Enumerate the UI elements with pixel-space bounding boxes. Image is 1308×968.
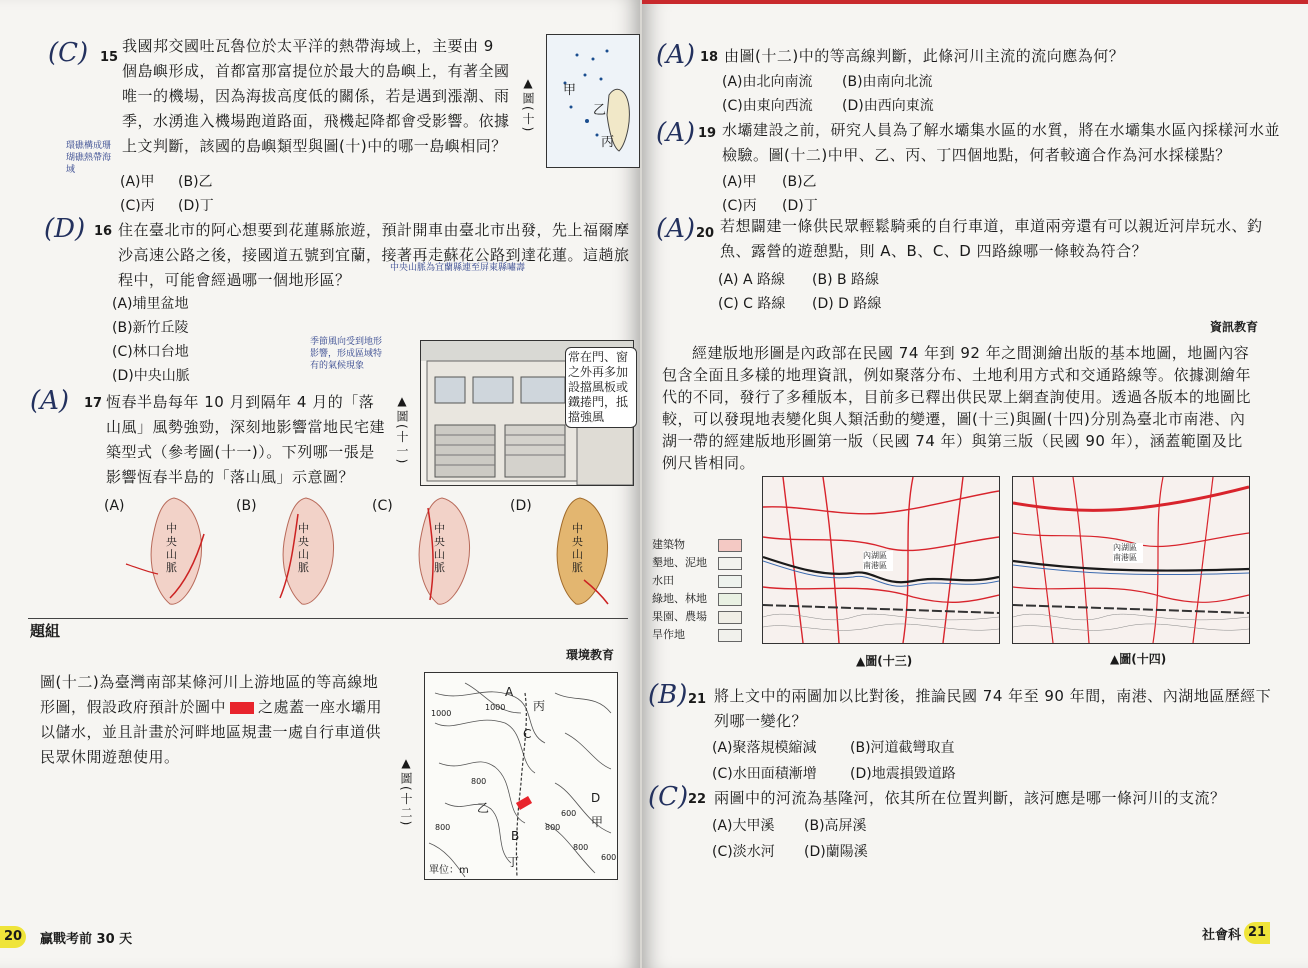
contour-label-7: 600 bbox=[601, 853, 617, 862]
question-number-21: 21 bbox=[688, 692, 707, 707]
figure-14-topo-map bbox=[1012, 476, 1250, 644]
legend-item-orchard: 果園、農場 bbox=[652, 608, 707, 626]
route-label-b: B bbox=[511, 829, 520, 843]
figure-12-label: ▲圖(十二) bbox=[399, 756, 413, 828]
q17-option-c-label: (C) bbox=[372, 498, 393, 514]
q22-option-d: (D)蘭陽溪 bbox=[804, 844, 868, 860]
handwritten-note-q15: 環礁構成珊瑚礁熱帶海域 bbox=[66, 141, 112, 175]
figure-10-island-map bbox=[546, 34, 640, 168]
q15-option-a: (A)甲 bbox=[120, 174, 155, 190]
route-label-d: D bbox=[591, 791, 601, 805]
answer-mark-q22: (C) bbox=[648, 782, 689, 812]
option-c-mountain-label: 中央山脈 bbox=[434, 522, 445, 574]
q19-option-a: (A)甲 bbox=[722, 174, 757, 190]
q22-option-c: (C)淡水河 bbox=[712, 844, 775, 860]
figure-11-label: ▲圖(十一) bbox=[395, 394, 409, 466]
answer-mark-q19: (A) bbox=[656, 118, 696, 148]
q20-option-b: (B) B 路線 bbox=[812, 272, 880, 288]
map-label-yi: 乙 bbox=[593, 103, 607, 118]
contour-label-2: 1000 bbox=[485, 703, 506, 712]
answer-mark-q15: (C) bbox=[48, 38, 89, 68]
q15-option-d: (D)丁 bbox=[178, 198, 214, 214]
group-divider bbox=[28, 618, 628, 619]
legend-item-barren: 墾地、泥地 bbox=[652, 554, 707, 572]
answer-mark-q20: (A) bbox=[656, 214, 696, 244]
q18-option-c: (C)由東向西流 bbox=[722, 98, 813, 114]
q19-option-c: (C)丙 bbox=[722, 198, 757, 214]
group-title: 題組 bbox=[30, 622, 61, 640]
legend-item-building: 建築物 bbox=[652, 536, 685, 554]
answer-mark-q17: (A) bbox=[30, 386, 70, 416]
question-number-17: 17 bbox=[84, 396, 103, 411]
handwritten-note-q17: 季節風向受到地形影響，形成區域特有的氣候現象 bbox=[310, 337, 383, 371]
speech-bubble: 常在門、窗之外再多加設擋風板或鐵捲門，抵擋強風 bbox=[565, 347, 637, 428]
point-label-jia: 甲 bbox=[591, 815, 604, 829]
page-number-left: 20 bbox=[0, 926, 26, 948]
top-edge-stripe bbox=[642, 0, 1308, 4]
map2-place-label: 內湖區 南港區 bbox=[1113, 543, 1143, 563]
figure-14-label: ▲圖(十四) bbox=[1110, 652, 1167, 666]
option-d-mountain-label: 中央山脈 bbox=[572, 522, 583, 574]
contour-label-6: 600 bbox=[561, 809, 577, 818]
route-label-c: C bbox=[523, 727, 532, 741]
question-22-text: 兩圖中的河流為基隆河，依其所在位置判斷，該河應是哪一條河川的支流？ bbox=[714, 789, 1226, 807]
answer-mark-q16: (D) bbox=[44, 214, 86, 244]
q18-option-d: (D)由西向東流 bbox=[842, 98, 934, 114]
q16-option-b: (B)新竹丘陵 bbox=[112, 320, 189, 336]
q20-option-c: (C) C 路線 bbox=[718, 296, 786, 312]
figure-13-label: ▲圖(十三) bbox=[856, 654, 913, 668]
q15-option-c: (C)丙 bbox=[120, 198, 155, 214]
question-number-20: 20 bbox=[696, 226, 715, 241]
right-page bbox=[642, 0, 1308, 968]
question-19-text: 水壩建設之前，研究人員為了解水壩集水區的水質，將在水壩集水區內採樣河水並檢驗。圖(十二)中甲、乙、丙、丁四個地點，何者較適合作為河水採樣點？ bbox=[722, 121, 1281, 164]
q19-option-b: (B)乙 bbox=[782, 174, 817, 190]
dam-marker-swatch bbox=[230, 702, 254, 714]
question-17-text: 恆春半島每年 10 月到隔年 4 月的「落山風」風勢強勁，深刻地影響當地民宅建築型式（參考圖(十一)）。下列哪一張是影響恆春半島的「落山風」示意圖？ bbox=[106, 393, 386, 486]
question-20-text: 若想闢建一條供民眾輕鬆騎乘的自行車道，車道兩旁還有可以親近河岸玩水、釣魚、露營的遊憩點，則 A、B、C、D 四路線哪一條較為符合？ bbox=[720, 217, 1263, 260]
q20-option-d: (D) D 路線 bbox=[812, 296, 882, 312]
map-label-bing: 丙 bbox=[601, 135, 615, 150]
point-label-yi: 乙 bbox=[477, 801, 490, 815]
answer-mark-q18: (A) bbox=[656, 40, 696, 70]
question-number-15: 15 bbox=[100, 50, 119, 65]
map1-place-label: 內湖區 南港區 bbox=[863, 551, 893, 571]
figure-11-house-photo bbox=[420, 340, 634, 486]
q16-option-c: (C)林口台地 bbox=[112, 344, 189, 360]
page-number-right: 21 bbox=[1244, 922, 1270, 944]
answer-mark-q21: (B) bbox=[648, 680, 688, 710]
q20-option-a: (A) A 路線 bbox=[718, 272, 785, 288]
q21-option-d: (D)地震損毀道路 bbox=[850, 766, 956, 782]
point-label-bing: 丙 bbox=[533, 699, 546, 713]
q17-option-b-label: (B) bbox=[236, 498, 257, 514]
map-label-jia: 甲 bbox=[563, 83, 577, 98]
question-15-text: 我國邦交國吐瓦魯位於太平洋的熱帶海域上，主要由 9 個島嶼形成，首都富那富提位於最大的島嶼上，有著全國唯一的機場，因為海拔高度低的關係，若是遇到漲潮、雨季，水湧進入機場跑道路面，飛機起降都會受影響。依據上文判斷，該國的島嶼類型與圖(十)中的哪一島嶼相同？ bbox=[122, 37, 510, 155]
contour-label-3: 800 bbox=[471, 777, 487, 786]
figure-10-label: ▲圖(十) bbox=[521, 76, 535, 134]
q22-option-a: (A)大甲溪 bbox=[712, 818, 775, 834]
left-page bbox=[0, 0, 640, 968]
point-label-ding: 丁 bbox=[507, 855, 520, 869]
question-number-22: 22 bbox=[688, 792, 707, 807]
figure-12-contour-map bbox=[424, 672, 618, 880]
legend-item-dryfield: 旱作地 bbox=[652, 626, 685, 644]
map-unit: 單位：m bbox=[429, 865, 469, 876]
question-number-19: 19 bbox=[698, 126, 717, 141]
contour-label-4: 800 bbox=[435, 823, 451, 832]
handwritten-note-q16: 中央山脈為宜蘭縣連至屏東縣嘯壽 bbox=[390, 263, 526, 273]
q21-option-a: (A)聚落規模縮減 bbox=[712, 740, 817, 756]
option-a-mountain-label: 中央山脈 bbox=[166, 522, 177, 574]
map-legend bbox=[652, 536, 752, 646]
route-label-a: A bbox=[505, 685, 514, 699]
question-21-text: 將上文中的兩圖加以比對後，推論民國 74 年至 90 年間，南港、內湖地區歷經下列哪一變化？ bbox=[714, 687, 1272, 730]
question-18-text: 由圖(十二)中的等高線判斷，此條河川主流的流向應為何？ bbox=[724, 47, 1125, 65]
q16-option-a: (A)埔里盆地 bbox=[112, 296, 189, 312]
figure-13-topo-map bbox=[762, 476, 1000, 644]
legend-item-paddy: 水田 bbox=[652, 572, 674, 590]
group-intro-after: 之處蓋一座水壩用以儲水，並且計畫於河畔地區規畫一處自行車道供民眾休閒遊憩使用。 bbox=[40, 698, 383, 766]
info-passage: 經建版地形圖是內政部在民國 74 年到 92 年之間測繪出版的基本地圖，地圖內容包含全面且多樣的地理資訊，例如聚落分布、土地利用方式和交通路線等。依據測繪年代的不同，發行了多種版本，目前多已釋出供民眾上網查詢使用。透過各版本的地圖比較，可以發現地表變化與人類活動的變遷，圖(十三)與圖(十四)分別為臺北市南港、內湖一帶的經建版地形圖第一版（民國 74 年）與第三版（民國 90 年），涵蓋範圍及比例尺皆相同。 bbox=[662, 344, 1252, 472]
question-number-18: 18 bbox=[700, 50, 719, 65]
information-education-tag: 資訊教育 bbox=[1210, 320, 1259, 334]
q15-option-b: (B)乙 bbox=[178, 174, 213, 190]
q17-option-a-label: (A) bbox=[104, 498, 125, 514]
q19-option-d: (D)丁 bbox=[782, 198, 818, 214]
question-16-text: 住在臺北市的阿心想要到花蓮縣旅遊，預計開車由臺北市出發，先上福爾摩沙高速公路之後，接國道五號到宜蘭，接著再走蘇花公路到達花蓮。這趟旅程中，可能會經過哪一個地形區？ bbox=[118, 221, 630, 289]
q21-option-c: (C)水田面積漸增 bbox=[712, 766, 817, 782]
contour-label-8: 800 bbox=[573, 843, 589, 852]
group-intro-text bbox=[40, 670, 392, 770]
q17-option-d-label: (D) bbox=[510, 498, 532, 514]
book-title: 贏戰考前 30 天 bbox=[40, 932, 133, 947]
q16-option-d: (D)中央山脈 bbox=[112, 368, 190, 384]
environment-education-tag: 環境教育 bbox=[566, 648, 615, 662]
group-intro-before: 圖(十二)為臺灣南部某條河川上游地區的等高線地形圖，假設政府預計於圖中 bbox=[40, 673, 379, 716]
q18-option-a: (A)由北向南流 bbox=[722, 74, 813, 90]
legend-item-forest: 綠地、林地 bbox=[652, 590, 707, 608]
question-number-16: 16 bbox=[94, 224, 113, 239]
option-b-mountain-label: 中央山脈 bbox=[298, 522, 309, 574]
contour-label-5: 800 bbox=[545, 823, 561, 832]
contour-label-1: 1000 bbox=[431, 709, 452, 718]
q22-option-b: (B)高屏溪 bbox=[804, 818, 867, 834]
subject-title: 社會科 bbox=[1202, 928, 1242, 943]
q18-option-b: (B)由南向北流 bbox=[842, 74, 933, 90]
q21-option-b: (B)河道截彎取直 bbox=[850, 740, 955, 756]
